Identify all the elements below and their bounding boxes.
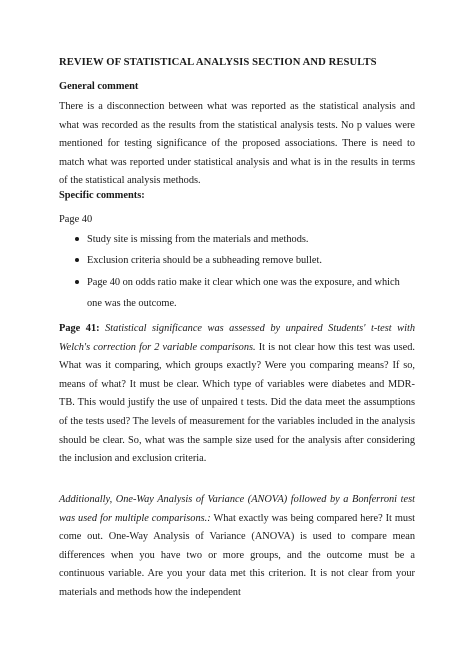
page-41-comment-text: It is not clear how this test was used. What was it comparing, which groups exactly? Were you comparing means? If so, means of what? It must be clear. Which type of variables were diabetes and MDR-TB. This would justify the use of unpaired t tests. Did the data meet the assumptions of the tests used? The levels of measurement for the variables included in the analysis should be clear. So, what was the sample size used for the analysis after considering the inclusion and exclusion criteria.: [59, 341, 415, 465]
page-40-bullet-list: [59, 229, 415, 315]
page-41-comment: [59, 320, 415, 469]
document-title: REVIEW OF STATISTICAL ANALYSIS SECTION AND RESULTS: [59, 57, 377, 68]
list-item: [59, 272, 415, 315]
bullet-icon: [75, 258, 79, 262]
list-item: [59, 229, 415, 250]
page-41-label: Page 41:: [59, 323, 100, 334]
anova-quote: Additionally, One-Way Analysis of Variance (ANOVA) followed by a Bonferroni test was used for multiple comparisons.:: [59, 494, 415, 524]
bullet-icon: [75, 237, 79, 241]
page-41-quote: Statistical significance was assessed by unpaired Students' t-test with Welch's correction for 2 variable comparisons.: [59, 323, 415, 353]
bullet-text: Page 40 on odds ratio make it clear which one was the exposure, and which one was the outcome.: [87, 276, 400, 310]
bullet-icon: [75, 280, 79, 284]
bullet-text: Exclusion criteria should be a subheading remove bullet.: [87, 255, 322, 267]
specific-comments-heading: Specific comments:: [59, 190, 145, 201]
anova-comment-text: What exactly was being compared here? It must come out. One-Way Analysis of Variance (ANOVA) is used to compare mean differences when you have two or more groups, and the outcome must be a continuous variable. Are you your data met this criterion. It is not clear from your materials and methods how the independent: [59, 512, 415, 598]
general-comment-body: There is a disconnection between what was reported as the statistical analysis and what was recorded as the results from the statistical analysis tests. No p values were mentioned for testing significance of the proposed associations. There is need to match what was reported under statistical analysis and what is in the results in terms of the statistical analysis methods.: [59, 101, 415, 187]
anova-comment: [59, 491, 415, 603]
bullet-text: Study site is missing from the materials and methods.: [87, 234, 309, 245]
page-40-heading: Page 40: [59, 214, 93, 225]
list-item: [59, 250, 415, 271]
general-comment-heading: General comment: [59, 81, 139, 92]
